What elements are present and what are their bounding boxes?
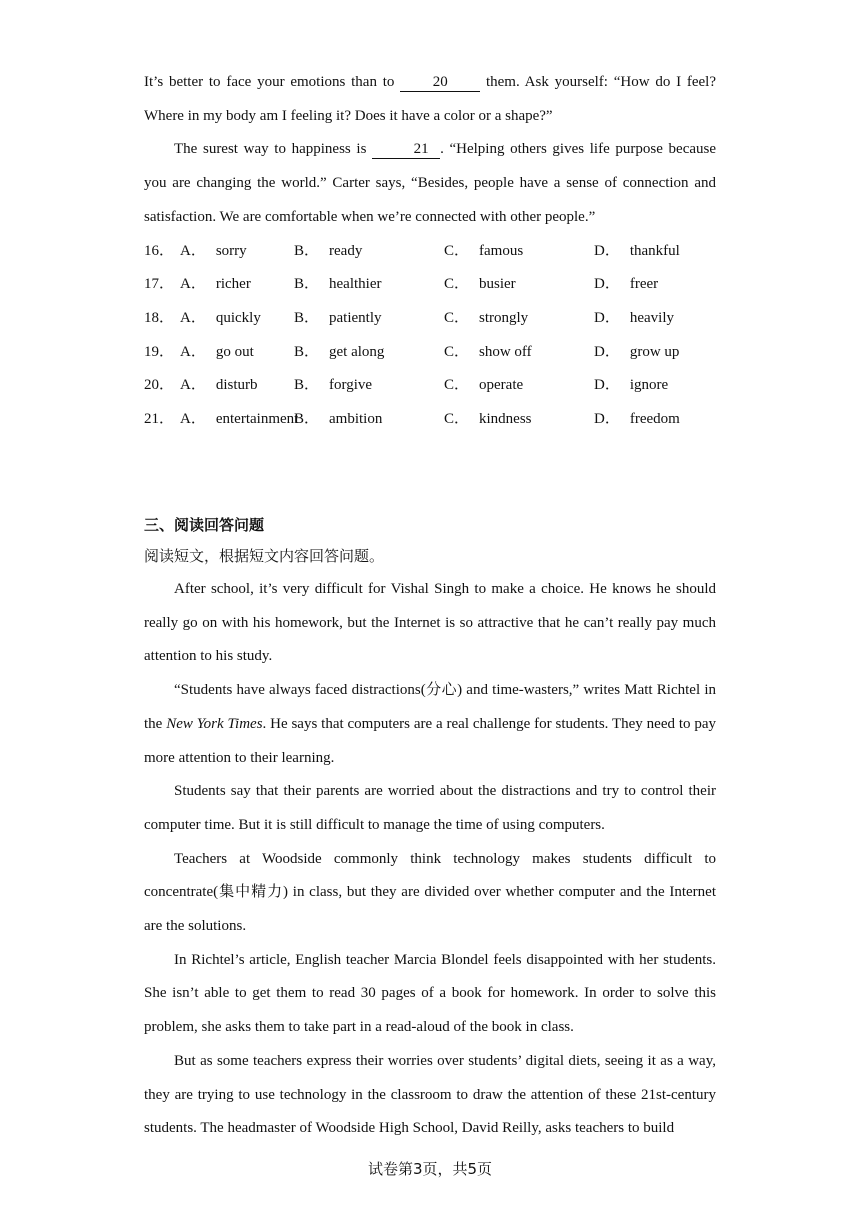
blank-20: 20 — [400, 74, 480, 92]
option-letter: A． — [180, 377, 206, 394]
option-text: healthier — [329, 276, 382, 293]
option-text: get along — [329, 343, 385, 360]
text: them. Ask yourself: “How do I feel? Where in my body am I feeling it? Does it have a color or a shape?” — [144, 74, 717, 124]
option-c[interactable] — [444, 302, 594, 336]
option-letter: A． — [180, 343, 206, 360]
text: It’s better to face your emotions than to — [144, 74, 401, 90]
question-number: 19． — [144, 343, 175, 360]
option-text: famous — [479, 242, 524, 259]
option-row-19 — [144, 336, 716, 370]
option-row-17 — [144, 268, 716, 302]
option-text: strongly — [479, 309, 529, 326]
option-row-21 — [144, 403, 716, 437]
option-letter: C． — [444, 377, 470, 394]
option-letter: C． — [444, 343, 470, 360]
option-letter: B． — [294, 410, 320, 427]
option-letter: B． — [294, 309, 320, 326]
option-c[interactable] — [444, 268, 594, 302]
option-letter: D． — [594, 410, 620, 427]
option-text: grow up — [629, 343, 680, 360]
option-b[interactable] — [294, 403, 444, 437]
option-d[interactable] — [594, 369, 714, 403]
option-text: freedom — [629, 410, 680, 427]
option-letter: C． — [444, 410, 470, 427]
option-c[interactable] — [444, 235, 594, 269]
cloze-paragraph-2 — [144, 133, 716, 234]
option-text: ambition — [329, 410, 383, 427]
option-text: disturb — [215, 377, 258, 394]
option-b[interactable] — [294, 268, 444, 302]
option-letter: A． — [180, 309, 206, 326]
option-d[interactable] — [594, 403, 714, 437]
newspaper-title: New York Times — [166, 715, 263, 732]
section-title: 三、阅读回答问题 — [144, 516, 265, 534]
option-row-20 — [144, 369, 716, 403]
option-d[interactable] — [594, 235, 714, 269]
option-text: operate — [479, 377, 524, 394]
cloze-paragraph-1 — [144, 66, 716, 133]
option-text: heavily — [629, 309, 674, 326]
option-b[interactable] — [294, 235, 444, 269]
option-text: thankful — [629, 242, 680, 259]
option-a[interactable] — [180, 336, 294, 370]
option-b[interactable] — [294, 336, 444, 370]
reading-paragraph-3: Students say that their parents are worried about the distractions and try to control their computer time. But it is still difficult to manage the time of using computers. — [144, 783, 716, 833]
option-b[interactable] — [294, 302, 444, 336]
text: . He says that computers are a real challenge for students. They need to pay more attention to their learning. — [144, 715, 717, 766]
option-letter: C． — [444, 276, 470, 293]
option-letter: A． — [180, 276, 206, 293]
option-letter: D． — [594, 343, 620, 360]
question-number: 17． — [144, 276, 175, 293]
answer-options — [144, 235, 716, 437]
question-number: 18． — [144, 309, 175, 326]
reading-paragraph-2 — [144, 674, 716, 775]
page-footer: 试卷第3页，共5页 — [367, 1160, 493, 1178]
option-letter: A． — [180, 410, 206, 427]
option-letter: D． — [594, 276, 620, 293]
option-letter: D． — [594, 242, 620, 259]
blank-21: 21 — [372, 141, 440, 159]
option-letter: C． — [444, 309, 470, 326]
reading-paragraph-4: Teachers at Woodside commonly think technology makes students difficult to concentrate(集中精力) in class, but they are divided over whether computer and the Internet are the solutions. — [144, 850, 716, 935]
option-text: richer — [215, 276, 251, 293]
option-text: go out — [215, 343, 254, 360]
option-text: patiently — [329, 309, 382, 326]
question-number: 16． — [144, 242, 175, 259]
option-c[interactable] — [444, 336, 594, 370]
reading-paragraph-6: But as some teachers express their worries over students’ digital diets, seeing it as a way, they are trying to use technology in the classroom to draw the attention of these 21st-century students. The headmaster of Woodside High School, David Reilly, asks teachers to build — [144, 1052, 716, 1137]
option-letter: B． — [294, 343, 320, 360]
option-letter: D． — [594, 309, 620, 326]
cloze-passage-end — [144, 66, 716, 437]
option-text: sorry — [215, 242, 247, 259]
option-text: quickly — [215, 309, 261, 326]
option-text: busier — [479, 276, 516, 293]
option-a[interactable] — [180, 369, 294, 403]
option-c[interactable] — [444, 403, 594, 437]
option-letter: B． — [294, 242, 320, 259]
option-text: kindness — [479, 410, 532, 427]
question-number: 20． — [144, 377, 175, 394]
option-letter: D． — [594, 377, 620, 394]
option-text: freer — [629, 276, 659, 293]
option-letter: A． — [180, 242, 206, 259]
reading-passage — [144, 573, 716, 1146]
option-text: ignore — [629, 377, 669, 394]
option-text: forgive — [329, 377, 373, 394]
option-d[interactable] — [594, 336, 714, 370]
option-text: show off — [479, 343, 532, 360]
option-text: entertainment — [215, 410, 299, 427]
option-c[interactable] — [444, 369, 594, 403]
option-letter: B． — [294, 377, 320, 394]
question-number: 21． — [144, 410, 175, 427]
option-row-16 — [144, 235, 716, 269]
option-letter: B． — [294, 276, 320, 293]
reading-paragraph-1: After school, it’s very difficult for Vishal Singh to make a choice. He knows he should really go on with his homework, but the Internet is so attractive that he can’t really pay much attention to his study. — [144, 581, 716, 665]
option-a[interactable] — [180, 268, 294, 302]
section-instruction: 阅读短文，根据短文内容回答问题。 — [144, 547, 385, 565]
option-text: ready — [329, 242, 363, 259]
option-b[interactable] — [294, 369, 444, 403]
text: The surest way to happiness is — [174, 141, 373, 158]
reading-paragraph-5: In Richtel’s article, English teacher Marcia Blondel feels disappointed with her students. She isn’t able to get them to read 30 pages of a book for homework. In order to solve this problem, she asks them to take part in a read-aloud of the book in class. — [144, 951, 716, 1036]
option-d[interactable] — [594, 268, 714, 302]
option-letter: C． — [444, 242, 470, 259]
option-a[interactable] — [180, 403, 299, 437]
option-a[interactable] — [180, 235, 294, 269]
option-a[interactable] — [180, 302, 294, 336]
text: “Students have always faced distractions(分心) and time-wasters,” writes Matt Richtel in the — [144, 682, 716, 732]
option-d[interactable] — [594, 302, 714, 336]
text: . “Helping others gives life purpose because you are changing the world.” Carter says, “Besides, people have a sense of connection and satisfaction. We are comfortable when we’re connected with other people.” — [144, 141, 717, 225]
option-row-18 — [144, 302, 716, 336]
